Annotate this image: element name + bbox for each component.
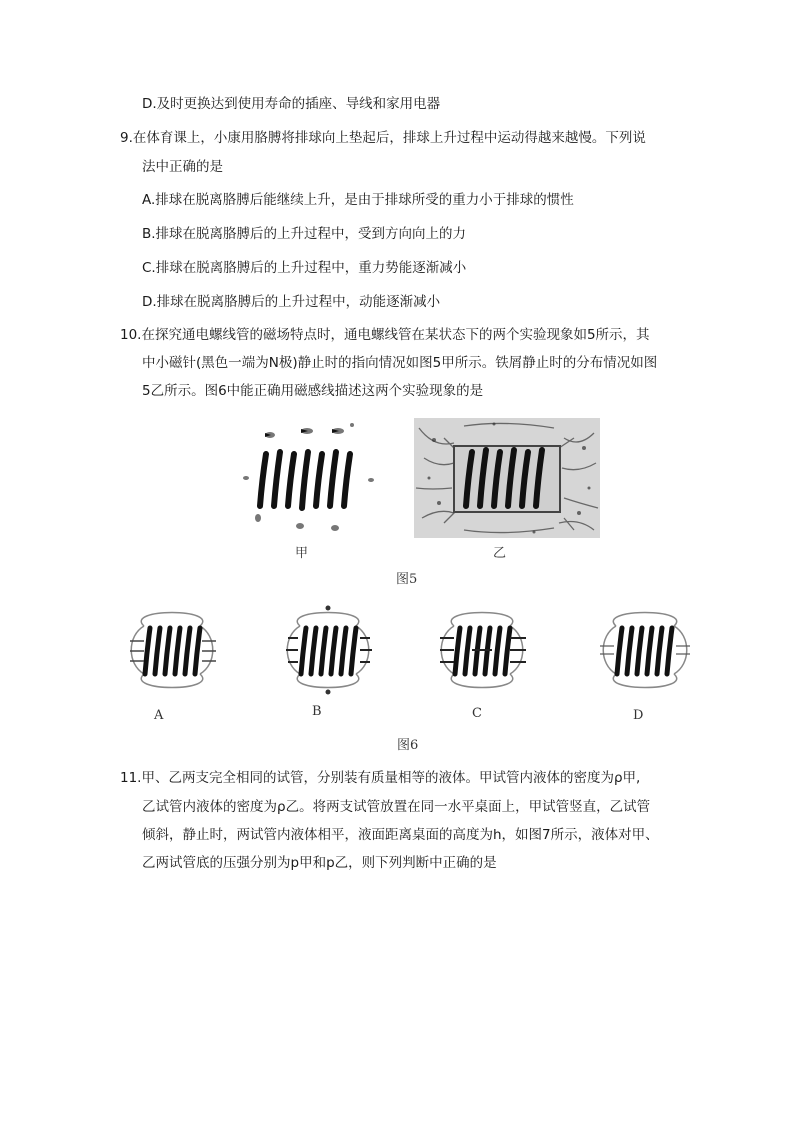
q9-stem-line2: 法中正确的是 (142, 159, 223, 175)
figure6-option-b-diagram (278, 596, 378, 704)
figure5-label-right: 乙 (493, 546, 507, 561)
q11-stem-line1: 11.甲、乙两支完全相同的试管，分别装有质量相等的液体。甲试管内液体的密度为ρ甲, (120, 770, 641, 786)
figure6-option-d-diagram (594, 596, 698, 704)
figure5-label-left: 甲 (295, 546, 309, 561)
figure6-label-b: B (312, 704, 322, 719)
q10-stem-line3: 5乙所示。图6中能正确用磁感线描述这两个实验现象的是 (142, 383, 484, 399)
q10-stem-line2: 中小磁针(黑色一端为N极)静止时的指向情况如图5甲所示。铁屑静止时的分布情况如图 (142, 355, 658, 371)
figure6-option-a-diagram (122, 596, 222, 704)
q11-stem-line2: 乙试管内液体的密度为ρ乙。将两支试管放置在同一水平桌面上，甲试管竖直，乙试管 (142, 799, 651, 815)
figure5-caption: 图5 (396, 572, 418, 587)
figure6-label-a: A (154, 708, 164, 723)
q9-option-c: C.排球在脱离胳膊后的上升过程中，重力势能逐渐减小 (142, 260, 467, 276)
q11-stem-line3: 倾斜，静止时，两试管内液体相平，液面距离桌面的高度为h，如图7所示，液体对甲、 (142, 827, 659, 843)
q9-option-a: A.排球在脱离胳膊后能继续上升，是由于排球所受的重力小于排球的惯性 (142, 192, 574, 208)
q11-stem-line4: 乙两试管底的压强分别为p甲和p乙，则下列判断中正确的是 (142, 855, 497, 871)
figure6-label-c: C (472, 706, 482, 721)
figure5-left-solenoid-compass (240, 418, 380, 536)
q9-stem-line1: 9.在体育课上，小康用胳膊将排球向上垫起后，排球上升过程中运动得越来越慢。下列说 (120, 130, 646, 146)
figure6-label-d: D (633, 708, 644, 723)
q8-option-d: D.及时更换达到使用寿命的插座、导线和家用电器 (142, 96, 441, 112)
figure6-caption: 图6 (397, 738, 419, 753)
figure6-option-c-diagram (432, 596, 532, 704)
q9-option-b: B.排球在脱离胳膊后的上升过程中，受到方向向上的力 (142, 226, 467, 242)
figure5-right-solenoid-filings (414, 418, 600, 538)
q10-stem-line1: 10.在探究通电螺线管的磁场特点时，通电螺线管在某状态下的两个实验现象如5所示，其 (120, 327, 650, 343)
q9-option-d: D.排球在脱离胳膊后的上升过程中，动能逐渐减小 (142, 294, 441, 310)
